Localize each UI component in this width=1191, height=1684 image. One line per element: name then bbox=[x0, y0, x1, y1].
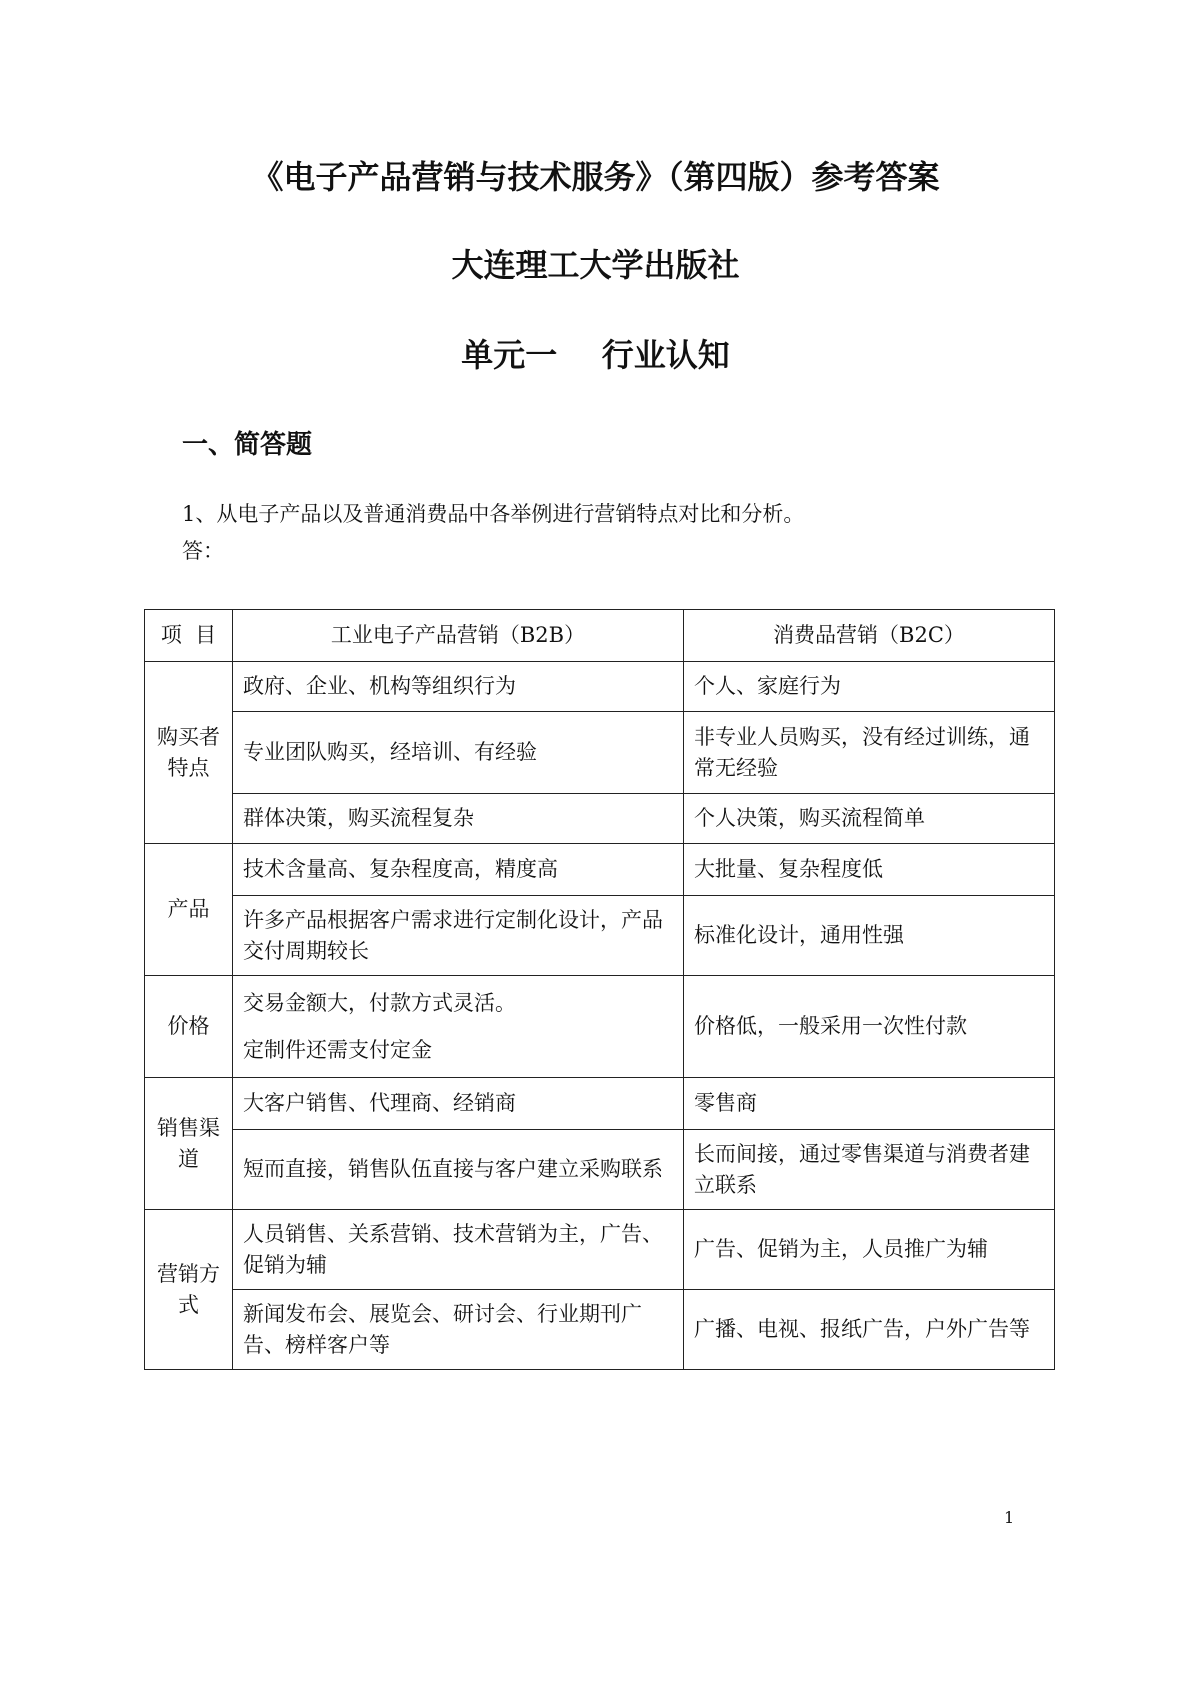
cell-b2c: 标准化设计，通用性强 bbox=[684, 896, 1055, 976]
cell-b2c: 广告、促销为主，人员推广为辅 bbox=[684, 1210, 1055, 1290]
section-heading: 一、简答题 bbox=[182, 430, 313, 460]
cell-b2c: 价格低，一般采用一次性付款 bbox=[684, 976, 1055, 1078]
cell-b2c: 个人决策，购买流程简单 bbox=[684, 794, 1055, 844]
unit-title: 单元一 行业认知 bbox=[461, 336, 730, 374]
document-title: 《电子产品营销与技术服务》（第四版）参考答案 bbox=[251, 158, 940, 196]
publisher-title: 大连理工大学出版社 bbox=[451, 246, 740, 284]
cell-b2b: 大客户销售、代理商、经销商 bbox=[233, 1078, 684, 1130]
category-channel: 销售渠道 bbox=[145, 1078, 233, 1210]
question-text: 1、从电子产品以及普通消费品中各举例进行营销特点对比和分析。 bbox=[182, 502, 805, 526]
table-row bbox=[145, 794, 1055, 844]
answer-label: 答： bbox=[182, 539, 224, 563]
category-product: 产品 bbox=[145, 844, 233, 976]
cell-b2c: 零售商 bbox=[684, 1078, 1055, 1130]
table-row bbox=[145, 844, 1055, 896]
cell-b2c: 广播、电视、报纸广告，户外广告等 bbox=[684, 1290, 1055, 1370]
cell-b2b: 技术含量高、复杂程度高，精度高 bbox=[233, 844, 684, 896]
cell-b2b: 群体决策，购买流程复杂 bbox=[233, 794, 684, 844]
cell-b2b bbox=[233, 976, 684, 1078]
cell-b2c: 大批量、复杂程度低 bbox=[684, 844, 1055, 896]
cell-b2c: 长而间接，通过零售渠道与消费者建立联系 bbox=[684, 1130, 1055, 1210]
table-row bbox=[145, 896, 1055, 976]
cell-b2b: 新闻发布会、展览会、研讨会、行业期刊广告、榜样客户等 bbox=[233, 1290, 684, 1370]
cell-b2b: 政府、企业、机构等组织行为 bbox=[233, 662, 684, 712]
cell-b2b: 短而直接，销售队伍直接与客户建立采购联系 bbox=[233, 1130, 684, 1210]
table-row bbox=[145, 712, 1055, 794]
cell-b2c: 个人、家庭行为 bbox=[684, 662, 1055, 712]
table-row bbox=[145, 976, 1055, 1078]
cell-b2b: 人员销售、关系营销、技术营销为主，广告、促销为辅 bbox=[233, 1210, 684, 1290]
table-row bbox=[145, 662, 1055, 712]
category-price: 价格 bbox=[145, 976, 233, 1078]
cell-b2c: 非专业人员购买，没有经过训练，通常无经验 bbox=[684, 712, 1055, 794]
header-b2c: 消费品营销（B2C） bbox=[684, 610, 1055, 662]
table-row bbox=[145, 1130, 1055, 1210]
category-buyer: 购买者特点 bbox=[145, 662, 233, 844]
header-item: 项 目 bbox=[145, 610, 233, 662]
table-row bbox=[145, 1210, 1055, 1290]
table-header-row bbox=[145, 610, 1055, 662]
price-b2b-line2: 定制件还需支付定金 bbox=[243, 1037, 432, 1062]
page-number: 1 bbox=[1004, 1508, 1015, 1527]
header-b2b: 工业电子产品营销（B2B） bbox=[233, 610, 684, 662]
price-b2b-line1: 交易金额大，付款方式灵活。 bbox=[243, 990, 516, 1015]
cell-b2b: 专业团队购买，经培训、有经验 bbox=[233, 712, 684, 794]
cell-b2b: 许多产品根据客户需求进行定制化设计，产品交付周期较长 bbox=[233, 896, 684, 976]
table-row bbox=[145, 1078, 1055, 1130]
comparison-table bbox=[144, 609, 1055, 1370]
table-row bbox=[145, 1290, 1055, 1370]
category-marketing: 营销方式 bbox=[145, 1210, 233, 1370]
